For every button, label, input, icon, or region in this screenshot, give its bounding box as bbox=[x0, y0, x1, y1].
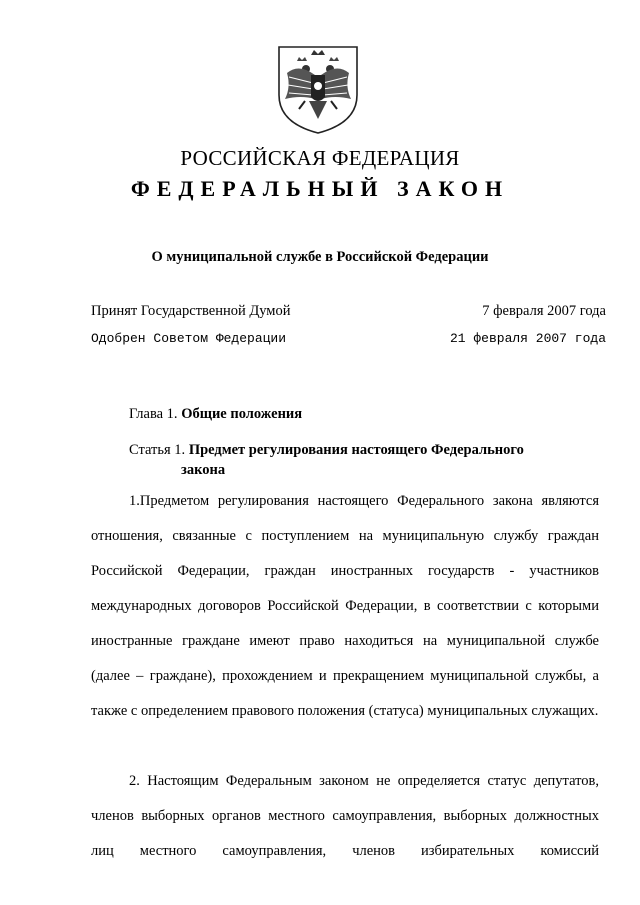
article-title-line1: Предмет регулирования настоящего Федерального bbox=[188, 442, 524, 458]
adopted-label: Принят Государственной Думой bbox=[91, 303, 291, 319]
coat-of-arms-emblem bbox=[275, 43, 361, 135]
article-title-line2: закона bbox=[181, 462, 226, 478]
country-name: РОССИЙСКАЯ ФЕДЕРАЦИЯ bbox=[180, 146, 460, 170]
law-type-title: ФЕДЕРАЛЬНЫЙ ЗАКОН bbox=[130, 176, 510, 201]
law-subject: О муниципальной службе в Российской Федерации bbox=[151, 249, 489, 265]
chapter-heading bbox=[129, 406, 302, 423]
article-paragraph-2: 2. Настоящим Федеральным законом не определяется статус депутатов, членов выборных органов местного самоуправления, выборных должностных лиц местного самоуправления, членов избирательных комиссий bbox=[91, 773, 599, 859]
article-paragraph-1: 1.Предметом регулирования настоящего Федерального закона являются отношения, связанные с поступлением на муниципальную службу граждан Российской Федерации, граждан иностранных государств - участников международных договоров Российской Федерации, в соответствии с которыми иностранные граждане имеют право находиться на муниципальной службе (далее – граждане), прохождением и прекращением муниципальной службы, а также с определением правового положения (статуса) муниципальных служащих. bbox=[91, 493, 599, 719]
article-number: Статья 1. bbox=[129, 442, 186, 458]
article-heading bbox=[129, 440, 524, 480]
adopted-date: 7 февраля 2007 года bbox=[482, 303, 606, 319]
approved-label: Одобрен Советом Федерации bbox=[91, 331, 287, 346]
approved-date: 21 февраля 2007 года bbox=[449, 331, 606, 346]
chapter-number: Глава 1. bbox=[129, 406, 178, 422]
chapter-title: Общие положения bbox=[181, 406, 303, 422]
